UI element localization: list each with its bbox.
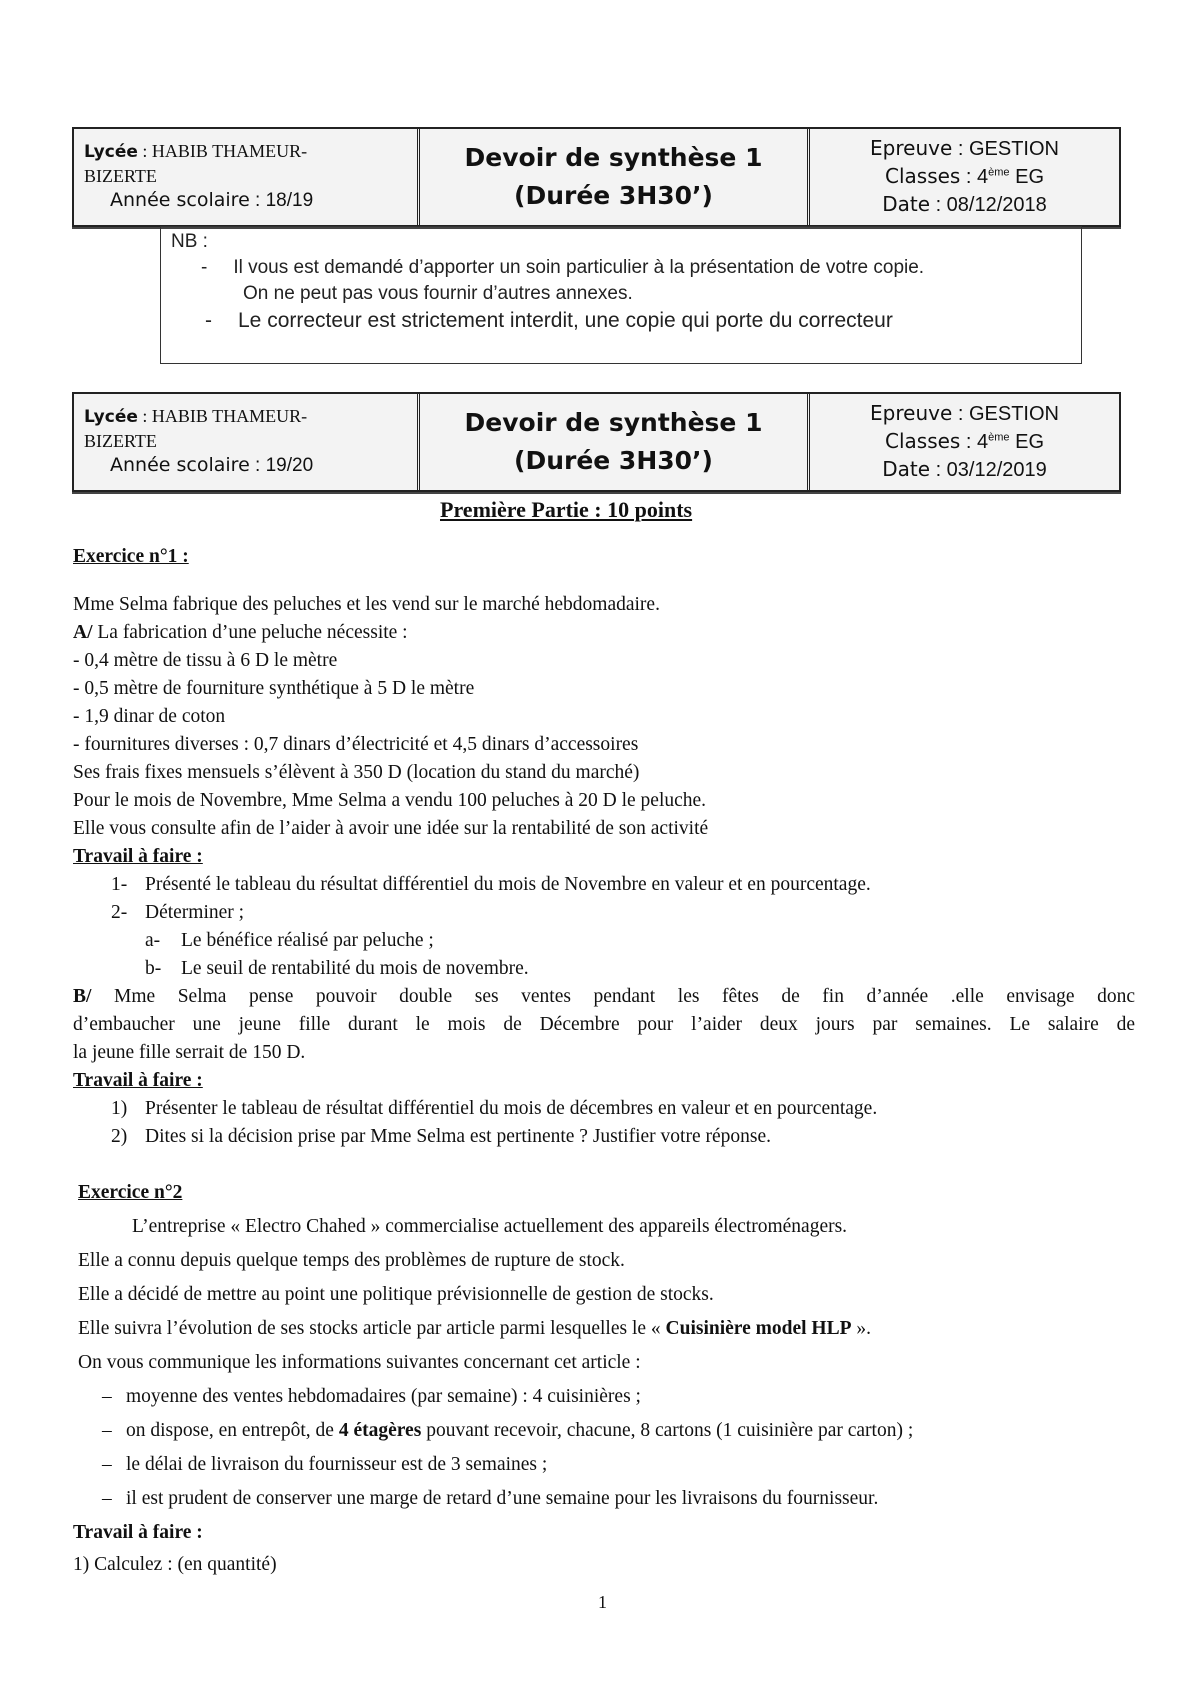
ex1-question-2b: Le seuil de rentabilité du mois de novembre.	[181, 958, 529, 979]
exercise-2-title: Exercice n°2	[78, 1182, 183, 1203]
ex1-part-b-label: B/	[73, 986, 92, 1007]
ex2-bullet-3: le délai de livraison du fournisseur est de 3 semaines ;	[126, 1454, 548, 1475]
ex1-task-heading: Travail à faire :	[73, 846, 203, 867]
ex2-bullet-4: il est prudent de conserver une marge de retard d’une semaine pour les livraisons du fournisseur.	[126, 1488, 879, 1509]
classes-sup: ème	[988, 166, 1010, 179]
nb-dash: -	[201, 257, 208, 278]
ex2-question-1: 1) Calculez : (en quantité)	[73, 1554, 277, 1575]
ex1-part-b-line-3: la jeune fille serrait de 150 D.	[73, 1042, 306, 1063]
bullet-dash: –	[102, 1488, 112, 1509]
ex2-para-2: Elle a connu depuis quelque temps des problèmes de rupture de stock.	[78, 1250, 625, 1271]
question-number: 1-	[111, 874, 128, 895]
ex1-part-b-line-1: Mme Selma pense pouvoir double ses ventes pendant les fêtes de fin d’année .elle envisage donc	[91, 986, 1135, 1007]
exam-header-2018	[72, 127, 1121, 227]
classes-label: Classes	[885, 164, 961, 188]
epreuve-value: : GESTION	[952, 403, 1059, 425]
ex1-item: - 1,9 dinar de coton	[73, 706, 226, 727]
question-number: 1)	[111, 1098, 128, 1119]
ex2-bullet-2-bold: 4 étagères	[338, 1420, 422, 1441]
ex1-part-a-label: A/	[73, 622, 93, 643]
ex1-question-2a: Le bénéfice réalisé par peluche ;	[181, 930, 434, 951]
ex1-task-heading-2: Travail à faire :	[73, 1070, 203, 1091]
ex1-item: - fournitures diverses : 0,7 dinars d’électricité et 4,5 dinars d’accessoires	[73, 734, 639, 755]
nb-item-1: Il vous est demandé d’apporter un soin particulier à la présentation de votre copie.	[233, 257, 925, 278]
ex1-consult: Elle vous consulte afin de l’aider à avoir une idée sur la rentabilité de son activité	[73, 818, 709, 839]
ex1-item: - 0,5 mètre de fourniture synthétique à 5 D le mètre	[73, 678, 475, 699]
ex1-part-a-text: La fabrication d’une peluche nécessite :	[92, 622, 408, 643]
lycee-value: : HABIB THAMEUR-	[137, 141, 308, 161]
date-value: : 03/12/2019	[930, 459, 1047, 481]
date-label: Date	[882, 192, 931, 216]
exam-header-2019	[72, 392, 1121, 492]
classes-sup: ème	[988, 431, 1010, 444]
ex2-bullet-2-end: pouvant recevoir, chacune, 8 cartons (1 cuisinière par carton) ;	[421, 1420, 914, 1441]
exam-duration: (Durée 3H30’)	[514, 181, 713, 210]
nb-item-1-cont: On ne peut pas vous fournir d’autres annexes.	[243, 283, 633, 304]
lycee-value-cont: BIZERTE	[84, 431, 157, 451]
bullet-dash: –	[102, 1454, 112, 1475]
ex2-para-3: Elle a décidé de mettre au point une politique prévisionnelle de gestion de stocks.	[78, 1284, 714, 1305]
date-value: : 08/12/2018	[930, 194, 1047, 216]
question-letter: b-	[145, 958, 162, 979]
ex1-sales: Pour le mois de Novembre, Mme Selma a vendu 100 peluches à 20 D le peluche.	[73, 790, 707, 811]
ex1-part-b-line-2: d’embaucher une jeune fille durant le mois de Décembre pour l’aider deux jours par semaines. Le salaire de	[73, 1014, 1135, 1035]
ex2-para-4-end: ».	[851, 1318, 871, 1339]
school-info-cell	[74, 129, 420, 225]
exam-details-cell	[810, 129, 1119, 225]
ex1-b-question-1: Présenter le tableau de résultat différentiel du mois de décembres en valeur et en pourcentage.	[145, 1098, 878, 1119]
nb-title: NB :	[171, 231, 208, 252]
exam-title: Devoir de synthèse 1	[464, 408, 763, 437]
classes-value: : 4	[960, 166, 989, 188]
classes-value: : 4	[960, 431, 989, 453]
ex1-fixed-costs: Ses frais fixes mensuels s’élèvent à 350 D (location du stand du marché)	[73, 762, 640, 783]
ex2-para-1: L’entreprise « Electro Chahed » commercialise actuellement des appareils électroménagers.	[132, 1216, 848, 1237]
lycee-label: Lycée	[84, 407, 138, 427]
school-year-label: Année scolaire	[110, 454, 250, 476]
school-year-value: : 18/19	[249, 190, 314, 211]
ex2-bullet-1: moyenne des ventes hebdomadaires (par semaine) : 4 cuisinières ;	[126, 1386, 641, 1407]
ex1-intro: Mme Selma fabrique des peluches et les vend sur le marché hebdomadaire.	[73, 594, 660, 615]
ex2-task-heading: Travail à faire :	[73, 1522, 203, 1543]
bullet-dash: –	[102, 1386, 112, 1407]
ex2-article-name: Cuisinière model HLP	[665, 1318, 852, 1339]
nb-item-2: Le correcteur est strictement interdit, une copie qui porte du correcteur	[238, 309, 893, 332]
nb-dash: -	[205, 309, 212, 332]
school-year-value: : 19/20	[249, 455, 314, 476]
ex1-question-1: Présenté le tableau du résultat différentiel du mois de Novembre en valeur et en pourcentage.	[145, 874, 871, 895]
question-letter: a-	[145, 930, 161, 951]
epreuve-value: : GESTION	[952, 138, 1059, 160]
epreuve-label: Epreuve	[870, 136, 953, 160]
nb-notice-box	[160, 226, 1082, 364]
lycee-label: Lycée	[84, 142, 138, 162]
exam-duration: (Durée 3H30’)	[514, 446, 713, 475]
ex2-para-4: Elle suivra l’évolution de ses stocks article par article parmi lesquelles le «	[78, 1318, 666, 1339]
lycee-value-cont: BIZERTE	[84, 166, 157, 186]
classes-suffix: EG	[1009, 431, 1044, 453]
classes-suffix: EG	[1009, 166, 1044, 188]
ex2-bullet-2: on dispose, en entrepôt, de	[126, 1420, 339, 1441]
exam-title-cell	[420, 129, 810, 225]
school-year-label: Année scolaire	[110, 189, 250, 211]
school-info-cell	[74, 394, 420, 490]
exam-title-cell	[420, 394, 810, 490]
ex2-para-5: On vous communique les informations suivantes concernant cet article :	[78, 1352, 641, 1373]
bullet-dash: –	[102, 1420, 112, 1441]
question-number: 2-	[111, 902, 128, 923]
exam-title: Devoir de synthèse 1	[464, 143, 763, 172]
ex1-b-question-2: Dites si la décision prise par Mme Selma est pertinente ? Justifier votre réponse.	[145, 1126, 771, 1147]
date-label: Date	[882, 457, 931, 481]
ex1-item: - 0,4 mètre de tissu à 6 D le mètre	[73, 650, 338, 671]
part-title: Première Partie : 10 points	[440, 497, 693, 522]
epreuve-label: Epreuve	[870, 401, 953, 425]
classes-label: Classes	[885, 429, 961, 453]
lycee-value: : HABIB THAMEUR-	[137, 406, 308, 426]
question-number: 2)	[111, 1126, 128, 1147]
page-number: 1	[598, 1592, 607, 1612]
exercise-1-title: Exercice n°1 :	[73, 546, 189, 567]
exam-details-cell	[810, 394, 1119, 490]
ex1-question-2: Déterminer ;	[145, 902, 245, 923]
